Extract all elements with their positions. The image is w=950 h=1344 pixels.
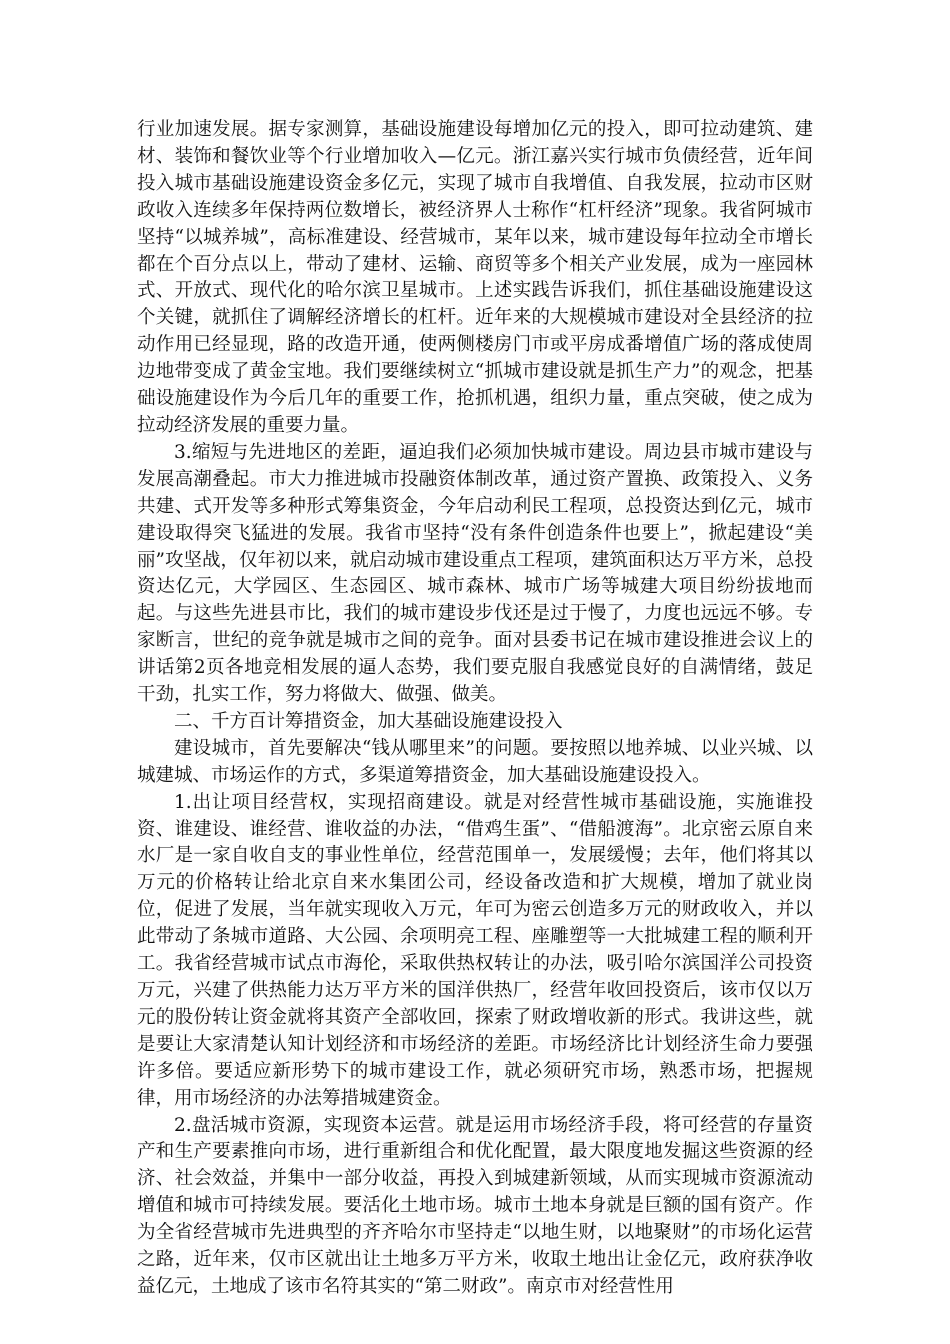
paragraph-5: 2.盘活城市资源，实现资本运营。就是运用市场经济手段，将可经营的存量资产和生产要素推向市场，进行重新组合和优化配置，最大限度地发掘这些资源的经济、社会效益，并集中一部分收益，再投入到城建新领域，从而实现城市资源流动增值和城市可持续发展。要活化土地市场。城市土地本身就是巨额的国有资产。作为全省经营城市先进典型的齐齐哈尔市坚持走“以地生财，以地聚财”的市场化运营之路，近年来，仅市区就出让土地多万平方米，收取土地出让金亿元，政府获净收益亿元，土地成了该市名符其实的“第二财政”。南京市对经营性用	[137, 1114, 813, 1297]
document-page	[137, 117, 813, 1301]
section-heading: 二、千方百计筹措资金，加大基础设施建设投入	[174, 710, 563, 732]
paragraph-2: 3.缩短与先进地区的差距，逼迫我们必须加快城市建设。周边县市城市建设与发展高潮叠起。市大力推进城市投融资体制改革，通过资产置换、政策投入、义务共建、式开发等多种形式筹集资金，今年启动利民工程项，总投资达到亿元，城市建设取得突飞猛进的发展。我省市坚持“没有条件创造条件也要上”，掀起建设“美丽”攻坚战，仅年初以来，就启动城市建设重点工程项，建筑面积达万平方米，总投资达亿元，大学园区、生态园区、城市森林、城市广场等城建大项目纷纷拔地而起。与这些先进县市比，我们的城市建设步伐还是过于慢了，力度也远远不够。专家断言，世纪的竞争就是城市之间的竞争。面对县委书记在城市建设推进会议上的讲话第2页各地竞相发展的逼人态势，我们要克服自我感觉良好的自满情绪，鼓足干劲，扎实工作，努力将做大、做强、做美。	[137, 441, 813, 706]
paragraph-3: 建设城市，首先要解决“钱从哪里来”的问题。要按照以地养城、以业兴城、以城建城、市场运作的方式，多渠道筹措资金，加大基础设施建设投入。	[137, 737, 813, 786]
paragraph-4: 1.出让项目经营权，实现招商建设。就是对经营性城市基础设施，实施谁投资、谁建设、谁经营、谁收益的办法，“借鸡生蛋”、“借船渡海”。北京密云原自来水厂是一家自收自支的事业性单位，经营范围单一，发展缓慢；去年，他们将其以万元的价格转让给北京自来水集团公司，经设备改造和扩大规模，增加了就业岗位，促进了发展，当年就实现收入万元，年可为密云创造多万元的财政收入，并以此带动了条城市道路、大公园、余项明亮工程、座雕塑等一大批城建工程的顺利开工。我省经营城市试点市海伦，采取供热权转让的办法，吸引哈尔滨国洋公司投资万元，兴建了供热能力达万平方米的国洋供热厂，经营年收回投资后，该市仅以万元的股份转让资金就将其资产全部收回，探索了财政增收新的形式。我讲这些，就是要让大家清楚认知计划经济和市场经济的差距。市场经济比计划经济生命力要强许多倍。要适应新形势下的城市建设工作，就必须研究市场，熟悉市场，把握规律，用市场经济的办法筹措城建资金。	[137, 791, 813, 1109]
paragraph-1: 行业加速发展。据专家测算，基础设施建设每增加亿元的投入，即可拉动建筑、建材、装饰和餐饮业等个行业增加收入—亿元。浙江嘉兴实行城市负债经营，近年间投入城市基础设施建设资金多亿元，实现了城市自我增值、自我发展，拉动市区财政收入连续多年保持两位数增长，被经济界人士称作“杠杆经济”现象。我省阿城市坚持“以城养城”，高标准建设、经营城市，某年以来，城市建设每年拉动全市增长都在个百分点以上，带动了建材、运输、商贸等多个相关产业发展，成为一座园林式、开放式、现代化的哈尔滨卫星城市。上述实践告诉我们，抓住基础设施建设这个关键，就抓住了调解经济增长的杠杆。近年来的大规模城市建设对全县经济的拉动作用已经显现，路的改造开通，使两侧楼房门市或平房成番增值广场的落成使周边地带变成了黄金宝地。我们要继续树立“抓城市建设就是抓生产力”的观念，把基础设施建设作为今后几年的重要工作，抢抓机遇，组织力量，重点突破，使之成为拉动经济发展的重要力量。	[137, 119, 813, 436]
